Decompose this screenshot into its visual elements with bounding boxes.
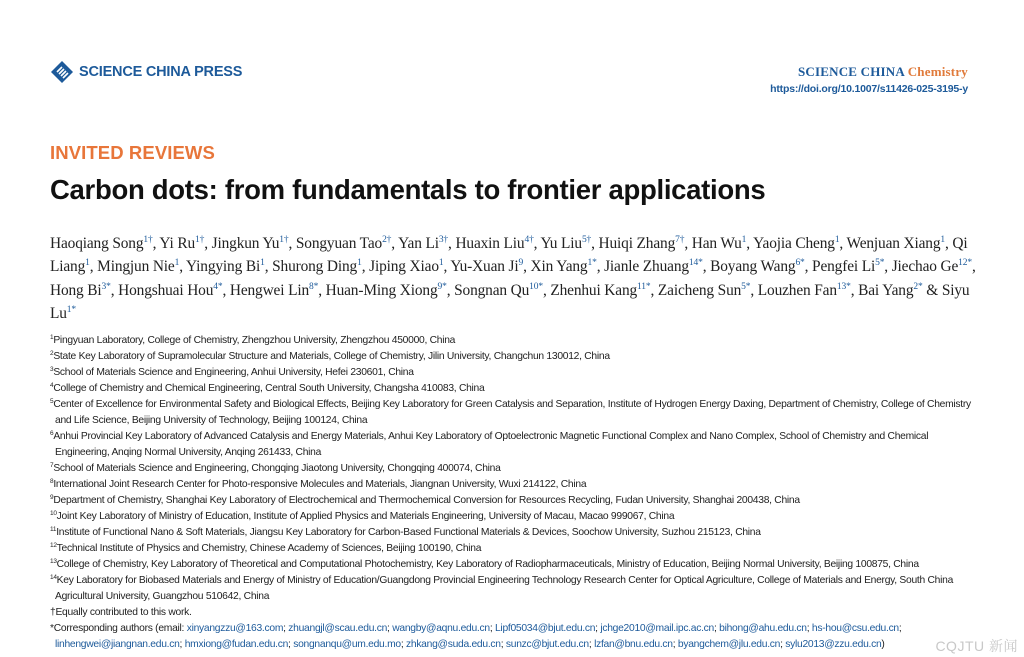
- journal-title: [770, 64, 968, 80]
- author-item: [369, 258, 443, 275]
- email-link[interactable]: hmxiong@fudan.edu.cn: [184, 639, 289, 650]
- author-list: Haoqiang Song$^{1\dagger}$, Yi $Ru^{1\dagger}$, Jingkun $Yu^{1\dagger}$, Songyuan Tao$^{2\dagger}$, Yan $Li^{3\dagger}$, Huaxin Liu$^{4\dagger}$, Yu Liu$^{5\dagger}$, Huiqi Zhang$^{7\dagger}$, Han Wu$^1$, Yaojia Cheng$^1$, Wenjuan Xiang$^1$, Qi Liang$^1$, Mingjun Nie$^1$, Yingying Bi$^1$, Shurong Ding$^1$, Jiping Xiao$^1$, Yu-Xuan Ji$^9$, Xin Yang$^{1*}$, Jianle Zhuang$^{14*}$, Boyang Wang$^{6*}$, Pengfei $Li^{5*}$, Jiechao $Ge^{12*}$, Hong $Bi^{3*}$, Hongshuai Hou$^{4*}$, Hengwei Lin$^{8*}$, Huan-Ming Xiong$^{9*}$, Songnan $Qu^{10*}$, Zhenhui Kang$^{11*}$, Zaicheng Sun$^{5*}$, Louzhen Fan$^{13*}$, Bai Yang$^{2*}$ & Siyu $Lu^{1*}$: [50, 235, 976, 323]
- publisher-name: SCIENCE CHINA PRESS: [79, 64, 243, 80]
- email-link[interactable]: songnanqu@um.edu.mo: [293, 639, 401, 650]
- author-item: [454, 282, 543, 299]
- affiliation-item: [50, 573, 980, 605]
- affiliation-number: 7: [50, 462, 54, 469]
- affiliation-item: [50, 493, 980, 509]
- author-affiliation-marker: 1†: [195, 235, 205, 245]
- author-name: Xin Yang: [530, 258, 588, 276]
- author-affiliation-marker: 1: [260, 258, 265, 269]
- affiliation-number: 3: [50, 366, 54, 373]
- author-name: Mingjun Nie: [97, 258, 175, 276]
- author-item: [326, 282, 447, 299]
- author-name: Pengfei Li: [812, 258, 876, 276]
- email-link[interactable]: xinyangzzu@163.com: [186, 623, 284, 634]
- affiliation-text: Institute of Functional Nano & Soft Materials, Jiangsu Key Laboratory for Carbon-Based Functional Materials & Devices, Soochow University, Suzhou 215123, China: [56, 527, 761, 538]
- author-name: Wenjuan Xiang: [846, 235, 941, 252]
- author-item: [159, 235, 204, 252]
- affiliation-text: Anhui Provincial Key Laboratory of Advanced Catalysis and Energy Materials, Anhui Key Laboratory of Optoelectronic Magnetic Functional Complex and Nano Complex, School of Chemistry and Chemical Engineering, Anqing Normal University, Anqing 261433, China: [53, 431, 929, 458]
- affiliation-number: 4: [50, 382, 54, 389]
- author-item: [753, 235, 839, 252]
- email-link[interactable]: linhengwei@jiangnan.edu.cn: [55, 639, 180, 650]
- affiliation-text: Joint Key Laboratory of Ministry of Education, Institute of Applied Physics and Materials Engineering, University of Macau, Macao 999067, China: [56, 511, 675, 522]
- email-link[interactable]: sylu2013@zzu.edu.cn: [785, 639, 882, 650]
- affiliation-item: [50, 557, 980, 573]
- author-name: Yan Li: [398, 235, 439, 252]
- email-link[interactable]: wangby@aqnu.edu.cn: [392, 623, 490, 634]
- author-affiliation-marker: 1*: [587, 258, 597, 269]
- email-link[interactable]: lzfan@bnu.edu.cn: [594, 639, 673, 650]
- affiliation-text: Center of Excellence for Environmental Safety and Biological Effects, Beijing Key Laboratory for Green Catalysis and Separation, Institute of Hydrogen Energy Daxing, Department of Chemistry, College of Chemistry and Life Science, Beijing University of Technology, Beijing 100124, China: [53, 399, 971, 426]
- author-affiliation-marker: 5*: [741, 281, 751, 292]
- affiliation-item: [50, 365, 980, 381]
- author-affiliation-marker: 12*: [958, 258, 972, 269]
- affiliation-text: Key Laboratory for Biobased Materials and Energy of Ministry of Education/Guangdong Provincial Engineering Technology Research Center for Optical Agriculture, College of Materials and Energy, South China Agricultural University, Guangzhou 510642, China: [55, 575, 954, 602]
- author-affiliation-marker: 1†: [143, 235, 153, 245]
- affiliation-number: 10: [50, 510, 57, 517]
- email-link[interactable]: jchge2010@mail.ipc.ac.cn: [600, 623, 714, 634]
- author-affiliation-marker: 13*: [836, 281, 851, 292]
- author-item: [531, 258, 597, 275]
- author-item: [599, 235, 685, 252]
- author-name: Songnan Qu: [454, 281, 530, 299]
- author-affiliation-marker: 3†: [438, 235, 449, 245]
- author-item: [541, 235, 592, 252]
- affiliation-number: 2: [50, 350, 54, 357]
- author-name: Huaxin Liu: [455, 235, 525, 252]
- author-name: Huan-Ming Xiong: [325, 281, 438, 299]
- corresponding-suffix: ): [881, 639, 885, 650]
- author-item: [296, 235, 391, 252]
- affiliation-text: Technical Institute of Physics and Chemistry, Chinese Academy of Sciences, Beijing 100190, China: [56, 543, 482, 554]
- author-name: Qi Liang: [50, 235, 968, 276]
- author-name: Huiqi Zhang: [598, 235, 676, 252]
- affiliation-item: [50, 349, 980, 365]
- affiliations-block: [50, 333, 980, 653]
- email-link[interactable]: bihong@ahu.edu.cn: [719, 623, 807, 634]
- affiliation-item: [50, 461, 980, 477]
- equal-contribution-note: †Equally contributed to this work.: [50, 607, 192, 618]
- author-name: Yi Ru: [159, 235, 196, 252]
- affiliation-text: School of Materials Science and Engineering, Anhui University, Hefei 230601, China: [53, 367, 414, 378]
- author-affiliation-marker: 1: [940, 235, 945, 245]
- affiliation-text: Department of Chemistry, Shanghai Key Laboratory of Electrochemical and Thermochemical Conversion for Resources Recycling, Fudan University, Shanghai 200438, China: [53, 495, 800, 506]
- author-affiliation-marker: 1: [174, 258, 180, 269]
- article-title: Carbon dots: from fundamentals to frontier applications: [50, 174, 766, 205]
- section-label: INVITED REVIEWS: [50, 142, 215, 163]
- author-item: [858, 282, 922, 299]
- author-name: Boyang Wang: [710, 258, 796, 276]
- author-affiliation-marker: 1: [834, 235, 840, 245]
- author-item: [272, 258, 362, 275]
- author-affiliation-marker: 4*: [213, 281, 223, 292]
- watermark: CQJTU 新闻: [935, 638, 1018, 654]
- author-name: Yingying Bi: [186, 258, 261, 276]
- author-item: [604, 258, 703, 275]
- author-affiliation-marker: 8*: [309, 281, 319, 292]
- corresponding-prefix: *Corresponding authors (email:: [50, 623, 187, 634]
- science-china-press-logo-icon: [50, 60, 74, 84]
- email-link[interactable]: sunzc@bjut.edu.cn: [505, 639, 589, 650]
- author-item: [118, 282, 222, 299]
- author-affiliation-marker: 10*: [529, 281, 543, 292]
- author-name: Jiechao Ge: [891, 258, 959, 276]
- affiliation-item: [50, 541, 980, 557]
- author-name: Hengwei Lin: [229, 281, 309, 299]
- affiliation-list: [50, 333, 980, 605]
- affiliation-number: 12: [50, 542, 57, 549]
- author-item: [398, 235, 448, 252]
- author-name: Haoqiang Song: [50, 235, 144, 252]
- email-link[interactable]: zhuangjl@scau.edu.cn: [288, 623, 388, 634]
- doi-link[interactable]: https://doi.org/10.1007/s11426-025-3195-y: [770, 83, 968, 95]
- author-name: Hong Bi: [50, 281, 102, 299]
- affiliation-item: [50, 477, 980, 493]
- author-affiliation-marker: 5†: [581, 235, 592, 245]
- author-affiliation-marker: 11*: [637, 281, 651, 292]
- affiliation-text: School of Materials Science and Engineering, Chongqing Jiaotong University, Chongqing 400074, China: [53, 463, 501, 474]
- author-name: Songyuan Tao: [295, 235, 383, 252]
- author-affiliation-marker: 1: [741, 235, 747, 245]
- author-affiliation-marker: 7†: [675, 235, 685, 245]
- corresponding-authors: *Corresponding authors (email: xinyangzzu@163.com; zhuangjl@scau.edu.cn; wangby@aqnu.edu.cn; Lipf05034@bjut.edu.cn; jchge2010@mail.ipc.ac.cn; bihong@ahu.edu.cn; hs-hou@csu.edu.cn; linhengwei@jiangnan.edu.cn; hmxiong@fudan.edu.cn; songnanqu@um.edu.mo; zhkang@suda.edu.cn; sunzc@bjut.edu.cn; lzfan@bnu.edu.cn; byangchem@jlu.edu.cn; sylu2013@zzu.edu.cn): [50, 623, 902, 650]
- affiliation-number: 11: [50, 526, 57, 533]
- author-name: Shurong Ding: [272, 258, 358, 276]
- author-item: [50, 235, 153, 252]
- author-item: [550, 282, 650, 299]
- author-affiliation-marker: 5*: [875, 258, 885, 269]
- affiliation-number: 14: [50, 574, 57, 581]
- author-affiliation-marker: 4†: [524, 235, 534, 245]
- affiliation-item: [50, 333, 980, 349]
- author-name: Jiping Xiao: [369, 258, 439, 276]
- author-affiliation-marker: 1: [85, 258, 90, 269]
- author-name: Louzhen Fan: [757, 281, 837, 299]
- email-link[interactable]: Lipf05034@bjut.edu.cn: [494, 623, 596, 634]
- affiliation-text: College of Chemistry and Chemical Engineering, Central South University, Changsha 410083, China: [53, 383, 485, 394]
- author-affiliation-marker: 14*: [688, 258, 703, 269]
- journal-title-sub: Chemistry: [907, 64, 968, 79]
- affiliation-item: [50, 509, 980, 525]
- affiliation-number: 8: [50, 478, 54, 485]
- email-link[interactable]: byangchem@jlu.edu.cn: [677, 639, 781, 650]
- author-affiliation-marker: 6*: [795, 258, 805, 269]
- author-affiliation-marker: 1: [438, 258, 444, 269]
- author-name: Zaicheng Sun: [657, 281, 742, 299]
- author-item: [892, 258, 972, 275]
- journal-title-main: SCIENCE CHINA: [797, 64, 905, 79]
- affiliation-item: [50, 429, 980, 461]
- author-name: Yaojia Cheng: [753, 235, 835, 252]
- author-item: [812, 258, 884, 275]
- affiliation-number: 1: [50, 334, 54, 341]
- author-affiliation-marker: 1†: [279, 235, 289, 245]
- author-name: Jianle Zhuang: [604, 258, 689, 276]
- affiliation-number: 5: [50, 398, 54, 405]
- author-name: Hongshuai Hou: [118, 281, 214, 299]
- affiliation-text: State Key Laboratory of Supramolecular Structure and Materials, College of Chemistry, Jilin University, Changchun 130012, China: [53, 351, 610, 362]
- affiliation-number: 13: [50, 558, 57, 565]
- author-item: [450, 258, 523, 275]
- author-item: [212, 235, 289, 252]
- author-affiliation-marker: 1*: [66, 305, 76, 316]
- author-affiliation-marker: 9*: [437, 281, 447, 292]
- author-name: Yu Liu: [540, 235, 582, 252]
- author-item: [710, 258, 805, 275]
- author-item: [455, 235, 533, 252]
- author-affiliation-marker: 2*: [913, 281, 923, 292]
- author-name: Yu-Xuan Ji: [450, 258, 519, 276]
- author-name: Zhenhui Kang: [550, 281, 638, 299]
- affiliation-item: [50, 397, 980, 429]
- author-item: [658, 282, 750, 299]
- affiliation-text: International Joint Research Center for Photo-responsive Molecules and Materials, Jiangnan University, Wuxi 214122, China: [53, 479, 587, 490]
- author-item: [50, 282, 111, 299]
- author-item: [230, 282, 318, 299]
- affiliation-item: [50, 525, 980, 541]
- author-affiliation-marker: 9: [518, 258, 524, 269]
- affiliation-number: 6: [50, 430, 54, 437]
- email-link[interactable]: hs-hou@csu.edu.cn: [811, 623, 899, 634]
- email-link[interactable]: zhkang@suda.edu.cn: [406, 639, 501, 650]
- author-affiliation-marker: 3*: [101, 281, 111, 292]
- author-item: [692, 235, 747, 252]
- journal-header: [770, 64, 968, 95]
- author-item: [847, 235, 945, 252]
- affiliation-text: College of Chemistry, Key Laboratory of Theoretical and Computational Photochemistry, Key Laboratory of Radiopharmaceuticals, Ministry of Education, Beijing Normal University, Beijing 100875, China: [56, 559, 919, 570]
- author-item: [97, 258, 179, 275]
- author-name: Siyu Lu: [50, 281, 970, 323]
- author-affiliation-marker: 2†: [382, 235, 392, 245]
- author-name: Han Wu: [691, 235, 742, 252]
- affiliation-number: 9: [50, 494, 54, 501]
- author-name: Bai Yang: [858, 281, 914, 299]
- affiliation-text: Pingyuan Laboratory, College of Chemistry, Zhengzhou University, Zhengzhou 450000, China: [53, 335, 456, 346]
- author-item: [186, 258, 265, 275]
- publisher-logo: [50, 60, 242, 84]
- author-affiliation-marker: 1: [357, 258, 362, 269]
- author-name: Jingkun Yu: [211, 235, 280, 252]
- author-item: [758, 282, 851, 299]
- affiliation-item: [50, 381, 980, 397]
